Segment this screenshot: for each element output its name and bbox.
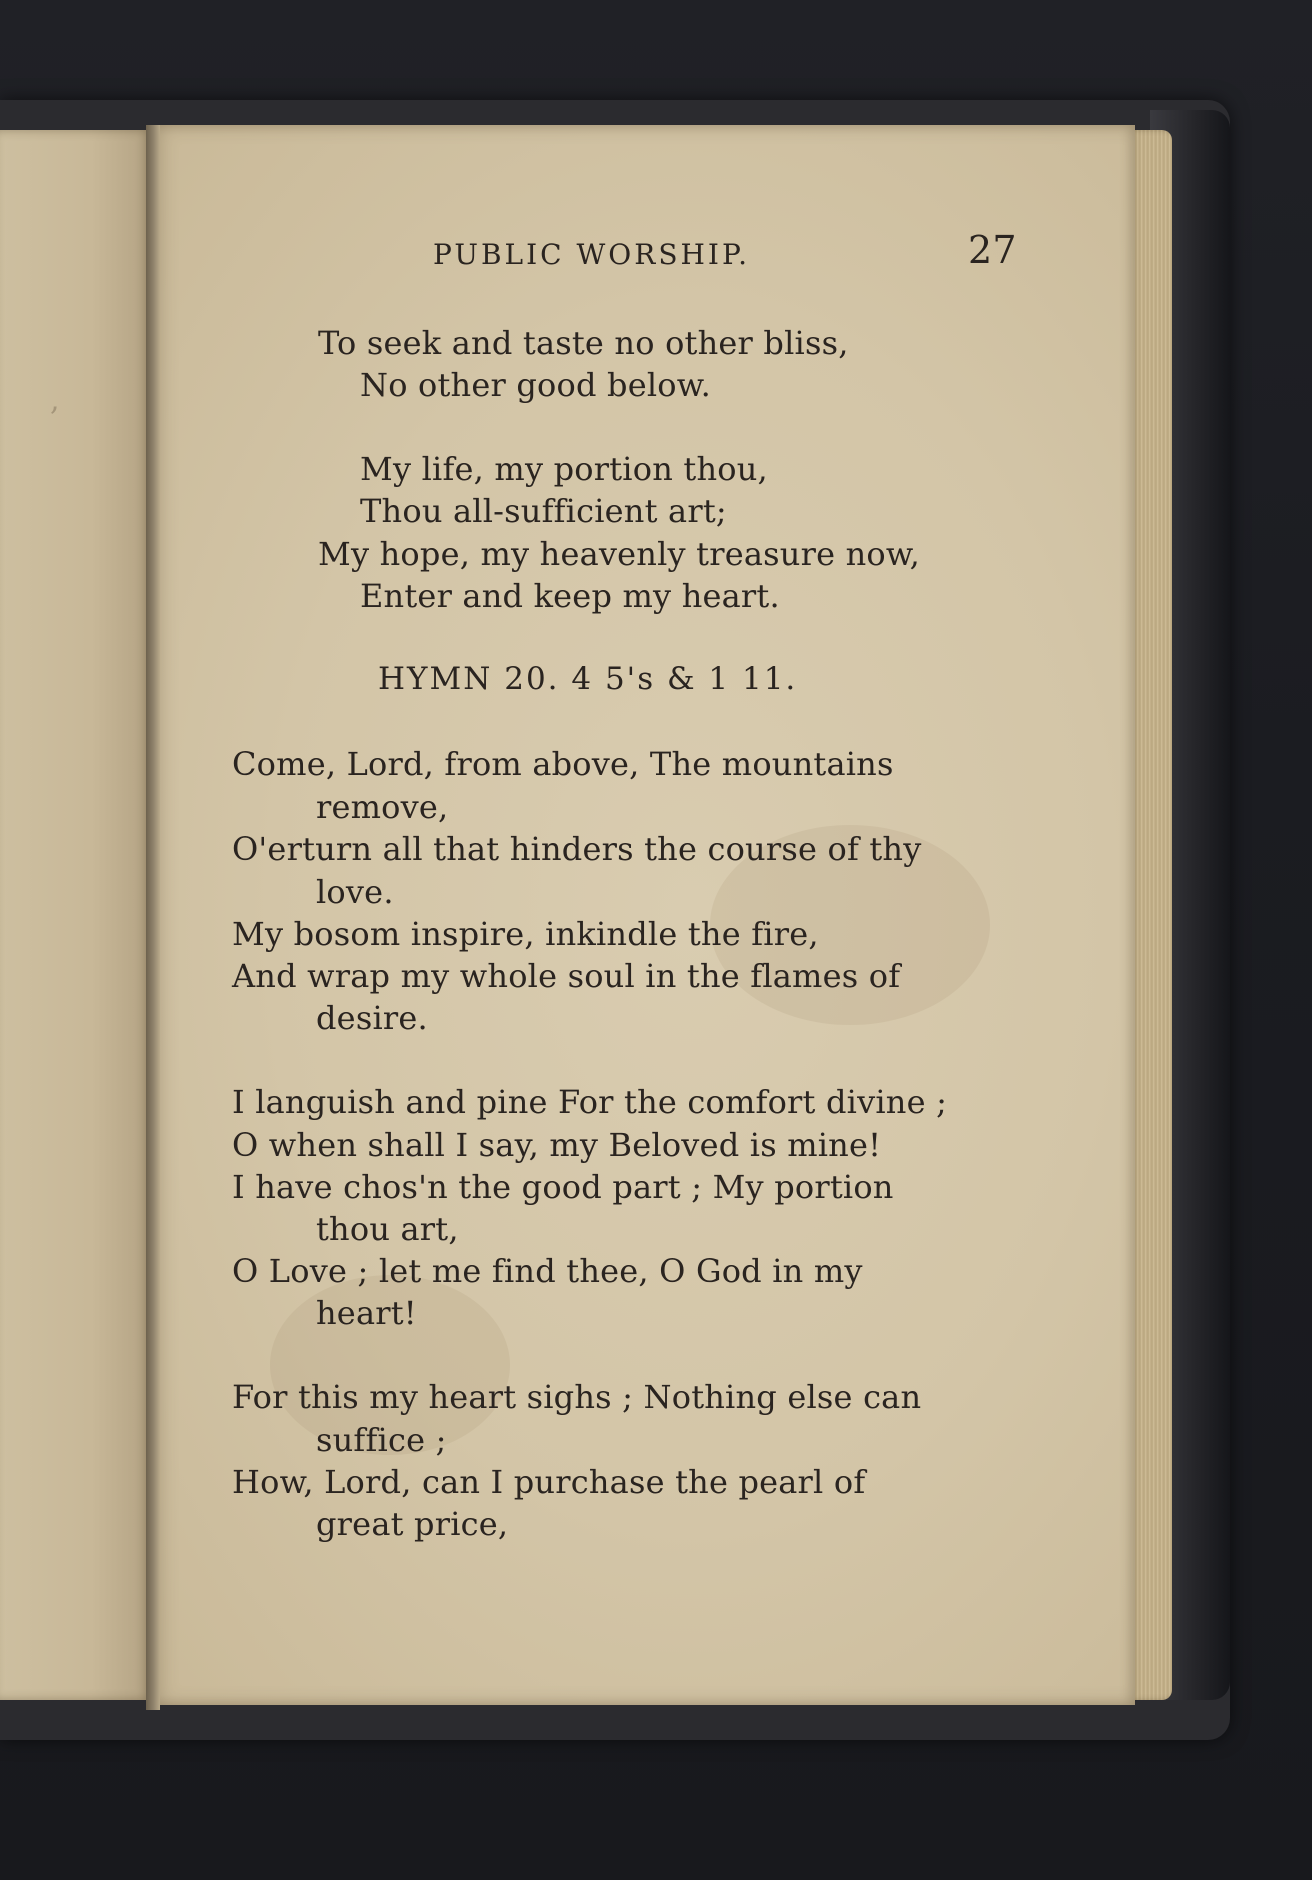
verse-line: And wrap my whole soul in the flames of <box>232 957 901 995</box>
running-head: PUBLIC WORSHIP. <box>433 238 751 271</box>
verse-line: My life, my portion thou, <box>360 450 768 488</box>
verse-line: love. <box>316 873 394 911</box>
left-page <box>0 130 152 1700</box>
verse-line: Thou all-sufficient art; <box>360 492 727 530</box>
verse-line: Enter and keep my heart. <box>360 577 780 615</box>
verse-line: No other good below. <box>360 366 711 404</box>
verse-line: heart! <box>316 1294 417 1332</box>
verse-line: My bosom inspire, inkindle the fire, <box>232 915 819 953</box>
verse-line: O when shall I say, my Beloved is mine! <box>232 1126 882 1164</box>
page-gutter <box>146 125 160 1710</box>
verse-line: My hope, my heavenly treasure now, <box>318 535 921 573</box>
left-page-show-through: , <box>50 383 60 418</box>
verse-line: I languish and pine For the comfort divine ; <box>232 1083 948 1121</box>
verse-line: I have chos'n the good part ; My portion <box>232 1168 894 1206</box>
verse-line: To seek and taste no other bliss, <box>318 324 849 362</box>
verse-line: Come, Lord, from above, The mountains <box>232 745 894 783</box>
verse-line: thou art, <box>316 1210 459 1248</box>
verse-line: desire. <box>316 999 428 1037</box>
hymn-title: HYMN 20. 4 5's & 1 11. <box>378 661 798 697</box>
page-number: 27 <box>968 228 1017 272</box>
verse-line: How, Lord, can I purchase the pearl of <box>232 1463 866 1501</box>
page-edges <box>1130 130 1172 1700</box>
verse-line: suffice ; <box>316 1421 447 1459</box>
verse-line: remove, <box>316 788 449 826</box>
verse-line: O Love ; let me find thee, O God in my <box>232 1252 863 1290</box>
verse-line: For this my heart sighs ; Nothing else can <box>232 1378 922 1416</box>
verse-line: O'erturn all that hinders the course of thy <box>232 830 922 868</box>
verse-line: great price, <box>316 1505 509 1543</box>
